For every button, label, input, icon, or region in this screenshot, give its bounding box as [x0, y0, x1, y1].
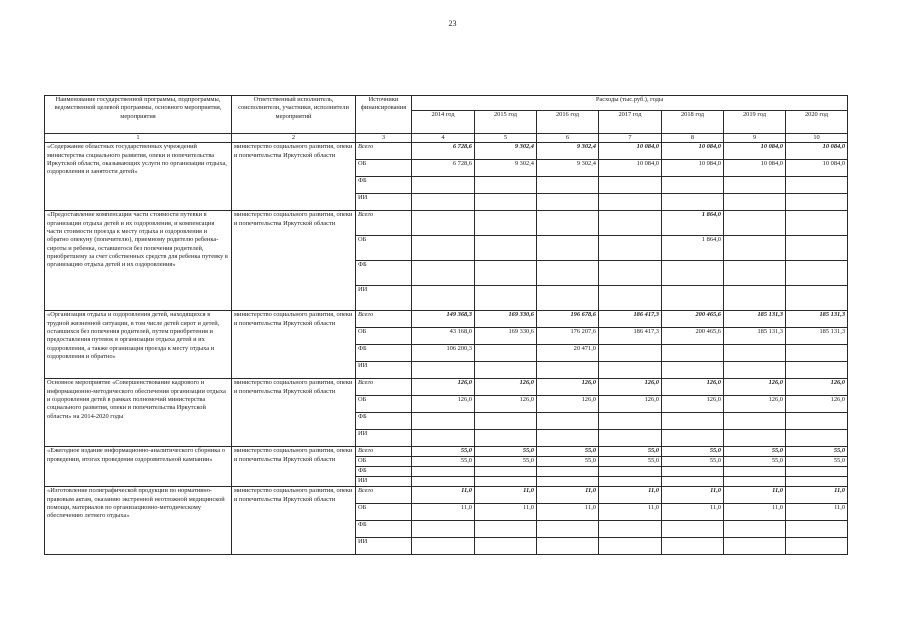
header-year: 2017 год: [599, 111, 662, 134]
measure-name: Основное мероприятие «Совершенствование кадрового и информационно-методического обеспечения организации отдыха и оздоровления детей в рамках полномочий министерства социального развития, опеки и попечительства Иркутской области» на 2014-2020 годы: [45, 379, 232, 447]
amount-cell: 11,0: [475, 504, 537, 521]
amount-cell: [475, 286, 537, 311]
amount-cell: 9 302,4: [475, 143, 537, 160]
amount-cell: 10 084,0: [599, 160, 662, 177]
amount-cell: 9 302,4: [537, 143, 599, 160]
amount-cell: [537, 211, 599, 236]
amount-cell: [724, 211, 786, 236]
row-total: [45, 143, 848, 160]
amount-cell: 126,0: [412, 396, 475, 413]
amount-cell: [475, 177, 537, 194]
column-number-row: [45, 134, 848, 143]
amount-cell: 55,0: [599, 447, 662, 457]
amount-cell: 55,0: [475, 457, 537, 467]
amount-cell: [724, 477, 786, 487]
amount-cell: 10 084,0: [786, 143, 848, 160]
page-number: 23: [448, 19, 457, 28]
amount-cell: 9 302,4: [475, 160, 537, 177]
source-label: ИИ: [356, 194, 412, 211]
header-year: 2015 год: [475, 111, 537, 134]
column-number: 6: [537, 134, 599, 143]
amount-cell: 200 465,6: [662, 311, 724, 328]
source-label: Всего: [356, 311, 412, 328]
amount-cell: [786, 211, 848, 236]
amount-cell: 55,0: [662, 457, 724, 467]
source-label: ФБ: [356, 345, 412, 362]
amount-cell: 55,0: [537, 447, 599, 457]
amount-cell: [724, 362, 786, 379]
amount-cell: 186 417,3: [599, 328, 662, 345]
header-year: 2019 год: [724, 111, 786, 134]
executor: министерство социального развития, опеки и попечительства Иркутской области: [232, 447, 356, 487]
amount-cell: 9 302,4: [537, 160, 599, 177]
amount-cell: [412, 430, 475, 447]
amount-cell: 55,0: [412, 447, 475, 457]
amount-cell: [724, 194, 786, 211]
row-total: [45, 379, 848, 396]
amount-cell: [537, 236, 599, 261]
amount-cell: 55,0: [662, 447, 724, 457]
amount-cell: 55,0: [412, 457, 475, 467]
source-label: ОБ: [356, 396, 412, 413]
amount-cell: [724, 413, 786, 430]
amount-cell: [412, 362, 475, 379]
amount-cell: 169 330,6: [475, 328, 537, 345]
header-expenses: Расходы (тыс.руб.), годы: [412, 96, 848, 111]
amount-cell: [662, 177, 724, 194]
executor: министерство социального развития, опеки и попечительства Иркутской области: [232, 311, 356, 379]
amount-cell: 11,0: [412, 504, 475, 521]
financing-table: [44, 95, 848, 555]
amount-cell: [724, 261, 786, 286]
amount-cell: [786, 194, 848, 211]
amount-cell: [537, 286, 599, 311]
amount-cell: [537, 538, 599, 555]
source-label: ОБ: [356, 160, 412, 177]
amount-cell: [786, 467, 848, 477]
amount-cell: [412, 477, 475, 487]
amount-cell: 11,0: [537, 487, 599, 504]
amount-cell: 126,0: [599, 396, 662, 413]
column-number: 3: [356, 134, 412, 143]
amount-cell: 176 207,6: [537, 328, 599, 345]
amount-cell: [599, 538, 662, 555]
column-number: 9: [724, 134, 786, 143]
amount-cell: 200 465,6: [662, 328, 724, 345]
amount-cell: [475, 362, 537, 379]
amount-cell: [475, 430, 537, 447]
measure-name: «Содержание областных государственных учреждений министерства социального развития, опеки и попечительства Иркутской области, оказывающих услуги по организации отдыха, оздоровления и занятости детей»: [45, 143, 232, 211]
executor: министерство социального развития, опеки и попечительства Иркутской области: [232, 143, 356, 211]
amount-cell: 55,0: [599, 457, 662, 467]
amount-cell: [724, 286, 786, 311]
amount-cell: [412, 194, 475, 211]
amount-cell: 11,0: [475, 487, 537, 504]
amount-cell: 126,0: [724, 396, 786, 413]
amount-cell: [599, 521, 662, 538]
amount-cell: [724, 430, 786, 447]
amount-cell: [662, 194, 724, 211]
amount-cell: 185 131,3: [786, 328, 848, 345]
amount-cell: [662, 430, 724, 447]
amount-cell: 126,0: [724, 379, 786, 396]
amount-cell: [475, 477, 537, 487]
executor: министерство социального развития, опеки и попечительства Иркутской области: [232, 487, 356, 555]
amount-cell: [786, 177, 848, 194]
amount-cell: 6 728,6: [412, 143, 475, 160]
amount-cell: 186 417,3: [599, 311, 662, 328]
amount-cell: [475, 211, 537, 236]
amount-cell: 11,0: [724, 504, 786, 521]
source-label: ИИ: [356, 362, 412, 379]
amount-cell: 149 368,3: [412, 311, 475, 328]
amount-cell: [786, 362, 848, 379]
header-name: Наименование государственной программы, подпрограммы, ведомственной целевой программы, основного мероприятия, мероприятия: [45, 96, 232, 134]
amount-cell: [724, 345, 786, 362]
source-label: ИИ: [356, 430, 412, 447]
amount-cell: [475, 194, 537, 211]
amount-cell: 126,0: [475, 396, 537, 413]
amount-cell: [599, 194, 662, 211]
source-label: ИИ: [356, 477, 412, 487]
amount-cell: [412, 467, 475, 477]
source-label: ИИ: [356, 538, 412, 555]
header-source: Источники финансирования: [356, 96, 412, 134]
amount-cell: [662, 538, 724, 555]
amount-cell: 55,0: [786, 457, 848, 467]
amount-cell: [599, 467, 662, 477]
amount-cell: [537, 521, 599, 538]
amount-cell: 10 084,0: [662, 160, 724, 177]
amount-cell: [786, 236, 848, 261]
amount-cell: [786, 345, 848, 362]
amount-cell: [599, 211, 662, 236]
amount-cell: 185 131,3: [724, 311, 786, 328]
amount-cell: 10 084,0: [724, 143, 786, 160]
source-label: ФБ: [356, 261, 412, 286]
amount-cell: [475, 413, 537, 430]
amount-cell: [475, 236, 537, 261]
row-total: [45, 487, 848, 504]
row-total: [45, 211, 848, 236]
header-year: 2018 год: [662, 111, 724, 134]
amount-cell: [662, 345, 724, 362]
amount-cell: [662, 521, 724, 538]
column-number: 5: [475, 134, 537, 143]
amount-cell: [786, 413, 848, 430]
amount-cell: [662, 467, 724, 477]
amount-cell: [662, 286, 724, 311]
source-label: Всего: [356, 447, 412, 457]
amount-cell: [724, 538, 786, 555]
header-year: 2016 год: [537, 111, 599, 134]
amount-cell: 55,0: [537, 457, 599, 467]
amount-cell: [724, 236, 786, 261]
row-total: [45, 447, 848, 457]
amount-cell: [412, 261, 475, 286]
amount-cell: [475, 467, 537, 477]
amount-cell: [537, 467, 599, 477]
amount-cell: [662, 362, 724, 379]
amount-cell: [662, 261, 724, 286]
amount-cell: 126,0: [475, 379, 537, 396]
amount-cell: [786, 430, 848, 447]
amount-cell: [412, 177, 475, 194]
amount-cell: 126,0: [786, 379, 848, 396]
amount-cell: 1 864,0: [662, 236, 724, 261]
amount-cell: 126,0: [662, 379, 724, 396]
source-label: ОБ: [356, 457, 412, 467]
amount-cell: [599, 477, 662, 487]
amount-cell: [475, 261, 537, 286]
amount-cell: [724, 177, 786, 194]
amount-cell: 126,0: [599, 379, 662, 396]
amount-cell: 11,0: [786, 504, 848, 521]
amount-cell: [599, 430, 662, 447]
amount-cell: [786, 286, 848, 311]
amount-cell: [599, 413, 662, 430]
amount-cell: 43 168,0: [412, 328, 475, 345]
amount-cell: 6 728,6: [412, 160, 475, 177]
amount-cell: [412, 236, 475, 261]
amount-cell: [537, 177, 599, 194]
amount-cell: 126,0: [412, 379, 475, 396]
amount-cell: 185 131,3: [724, 328, 786, 345]
amount-cell: [599, 177, 662, 194]
amount-cell: [537, 261, 599, 286]
amount-cell: [599, 286, 662, 311]
amount-cell: [786, 538, 848, 555]
amount-cell: 55,0: [786, 447, 848, 457]
amount-cell: 11,0: [662, 487, 724, 504]
source-label: ФБ: [356, 467, 412, 477]
amount-cell: 10 084,0: [724, 160, 786, 177]
source-label: Всего: [356, 487, 412, 504]
source-label: ИИ: [356, 286, 412, 311]
amount-cell: [599, 362, 662, 379]
column-number: 8: [662, 134, 724, 143]
amount-cell: [786, 477, 848, 487]
header-year: 2020 год: [786, 111, 848, 134]
row-total: [45, 311, 848, 328]
column-number: 7: [599, 134, 662, 143]
header-year: 2014 год: [412, 111, 475, 134]
amount-cell: 11,0: [537, 504, 599, 521]
amount-cell: [412, 521, 475, 538]
header-row: [45, 96, 848, 111]
source-label: ОБ: [356, 328, 412, 345]
source-label: ФБ: [356, 413, 412, 430]
amount-cell: [412, 413, 475, 430]
source-label: ОБ: [356, 236, 412, 261]
column-number: 4: [412, 134, 475, 143]
measure-name: «Ежегодное издание информационно-аналитического сборника о проведении, итогах проведения оздоровительной кампании»: [45, 447, 232, 487]
amount-cell: [662, 477, 724, 487]
amount-cell: [599, 261, 662, 286]
amount-cell: [537, 430, 599, 447]
column-number: 10: [786, 134, 848, 143]
executor: министерство социального развития, опеки и попечительства Иркутской области: [232, 211, 356, 311]
amount-cell: 20 471,0: [537, 345, 599, 362]
amount-cell: [786, 521, 848, 538]
amount-cell: [786, 261, 848, 286]
amount-cell: 55,0: [724, 447, 786, 457]
amount-cell: [537, 194, 599, 211]
amount-cell: [662, 413, 724, 430]
amount-cell: 11,0: [412, 487, 475, 504]
amount-cell: 55,0: [724, 457, 786, 467]
amount-cell: [537, 362, 599, 379]
amount-cell: [475, 538, 537, 555]
amount-cell: 185 131,3: [786, 311, 848, 328]
amount-cell: 10 084,0: [599, 143, 662, 160]
amount-cell: [599, 236, 662, 261]
measure-name: «Изготовление полиграфической продукции по нормативно-правовым актам, оказанию экстренной неотложной медицинской помощи, материалов по организационно-методическому обеспечению летнего отдыха»: [45, 487, 232, 555]
amount-cell: 126,0: [786, 396, 848, 413]
amount-cell: 106 200,3: [412, 345, 475, 362]
amount-cell: 169 330,6: [475, 311, 537, 328]
measure-name: «Предоставление компенсации части стоимости путевки в организации отдыха детей и их оздоровления, и компенсация части стоимости проезда к месту отдыха и оздоровления и обратно опекуну (попечителю), приемному родителю ребенка-сироты и ребенка, оставшегося без попечения родителей, приобретшему за счет собственных средств для ребенка путевку в организацию отдыха детей и их оздоровления»: [45, 211, 232, 311]
amount-cell: 11,0: [786, 487, 848, 504]
amount-cell: [724, 467, 786, 477]
source-label: ОБ: [356, 504, 412, 521]
amount-cell: 11,0: [599, 487, 662, 504]
source-label: Всего: [356, 379, 412, 396]
amount-cell: [412, 538, 475, 555]
executor: министерство социального развития, опеки и попечительства Иркутской области: [232, 379, 356, 447]
column-number: 2: [232, 134, 356, 143]
amount-cell: [412, 286, 475, 311]
column-number: 1: [45, 134, 232, 143]
amount-cell: 1 864,0: [662, 211, 724, 236]
source-label: Всего: [356, 143, 412, 160]
amount-cell: [724, 521, 786, 538]
measure-name: «Организация отдыха и оздоровления детей, находящихся в трудной жизненной ситуации, в том числе детей сирот и детей, оставшихся без попечения родителей, путем приобретения и предоставления путевок в организации отдыха детей и их оздоровления, а также организация проезда к месту отдыха и оздоровления и обратно»: [45, 311, 232, 379]
amount-cell: [412, 211, 475, 236]
amount-cell: 11,0: [724, 487, 786, 504]
source-label: ФБ: [356, 521, 412, 538]
amount-cell: [475, 345, 537, 362]
source-label: ФБ: [356, 177, 412, 194]
amount-cell: 126,0: [537, 379, 599, 396]
amount-cell: [599, 345, 662, 362]
amount-cell: [537, 413, 599, 430]
amount-cell: [537, 477, 599, 487]
amount-cell: 126,0: [662, 396, 724, 413]
amount-cell: 11,0: [599, 504, 662, 521]
amount-cell: 11,0: [662, 504, 724, 521]
amount-cell: 10 084,0: [786, 160, 848, 177]
header-executor: Ответственный исполнитель, соисполнители, участники, исполнители мероприятий: [232, 96, 356, 134]
amount-cell: 10 084,0: [662, 143, 724, 160]
amount-cell: 196 678,6: [537, 311, 599, 328]
amount-cell: [475, 521, 537, 538]
amount-cell: 55,0: [475, 447, 537, 457]
amount-cell: 126,0: [537, 396, 599, 413]
source-label: Всего: [356, 211, 412, 236]
